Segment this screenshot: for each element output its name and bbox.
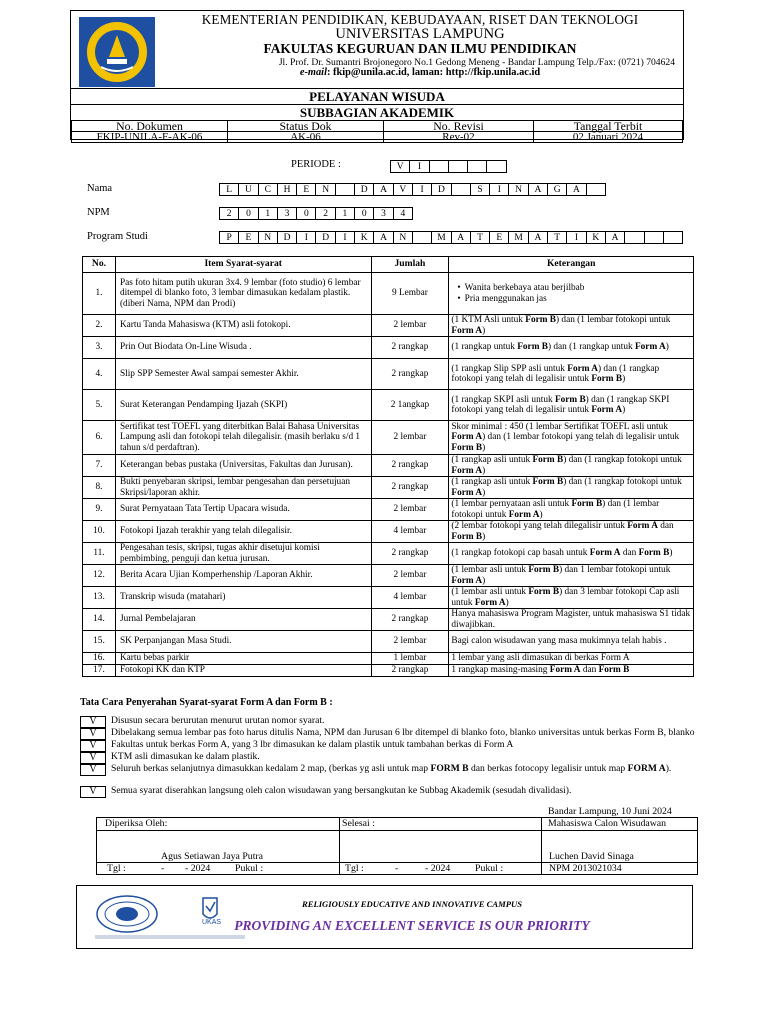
row-item: Kartu bebas parkir bbox=[115, 653, 371, 665]
row-item: Sertifikat test TOEFL yang diterbitkan Balai Bahasa Universitas Lampung asli dan fotokopi telah dilegalisir. (masih berlaku s/d 1 tahun s/d perdaftran). bbox=[115, 421, 371, 455]
nama-box: A bbox=[373, 183, 393, 196]
row-number: 11. bbox=[83, 543, 116, 565]
table-row bbox=[83, 653, 694, 665]
prodi-box: A bbox=[451, 231, 471, 244]
npm-box: 2 bbox=[219, 207, 239, 220]
row-number: 10. bbox=[83, 521, 116, 543]
row-number: 1. bbox=[83, 273, 116, 315]
npm-box: 3 bbox=[277, 207, 297, 220]
procedure-item: Seluruh berkas selanjutnya dimasukkan kedalam 2 map, (berkas yg asli untuk map FORM B dan berkas fotocopy legalisir untuk map FORM A). bbox=[111, 763, 672, 774]
row-quantity: 2 1angkap bbox=[371, 390, 449, 421]
prodi-box: D bbox=[277, 231, 297, 244]
table-row bbox=[83, 477, 694, 499]
row-quantity: 9 Lembar bbox=[371, 273, 449, 315]
row-quantity: 1 lembar bbox=[371, 653, 449, 665]
ministry-name: KEMENTERIAN PENDIDIKAN, KEBUDAYAAN, RISET DAN TEKNOLOGI bbox=[201, 12, 639, 27]
nama-box: N bbox=[315, 183, 335, 196]
nama-box: L bbox=[219, 183, 239, 196]
note-bullet: • Wanita berkebaya atau berjilbab bbox=[457, 283, 691, 293]
npm-text: NPM 2013021034 bbox=[549, 863, 622, 874]
row-number: 8. bbox=[83, 477, 116, 499]
prodi-box: I bbox=[566, 231, 586, 244]
npm-box: 0 bbox=[354, 207, 374, 220]
row-note: (1 rangkap asli untuk Form B) dan (1 rangkap fotokopi untuk Form A) bbox=[449, 455, 694, 477]
row-item: Bukti penyebaran skripsi, lembar pengesahan dan persetujuan Skripsi/laporan akhir. bbox=[115, 477, 371, 499]
nama-box: G bbox=[547, 183, 567, 196]
table-row bbox=[83, 609, 694, 631]
table-row bbox=[83, 499, 694, 521]
col-header-item: Item Syarat-syarat bbox=[115, 257, 371, 273]
table-row bbox=[83, 455, 694, 477]
nama-label: Nama bbox=[87, 183, 113, 194]
place-date: Bandar Lampung, 10 Juni 2024 bbox=[548, 806, 672, 817]
nama-box bbox=[451, 183, 471, 196]
col-header-no: No. bbox=[83, 257, 116, 273]
contact-text: : fkip@unila.ac.id, laman: http://fkip.unila.ac.id bbox=[326, 67, 541, 78]
prodi-box: A bbox=[528, 231, 548, 244]
doc-revision: Rev-02 bbox=[384, 132, 534, 143]
student-label: Mahasiswa Calon Wisudawan bbox=[548, 818, 667, 829]
prodi-box: I bbox=[296, 231, 316, 244]
doc-date: 02 Januari 2024 bbox=[534, 132, 683, 143]
row-item: Pas foto hitam putih ukuran 3x4. 9 lembar (foto studio) 6 lembar ditempel di blanko foto, 3 lembar dimasukan kedalam plastik.(diberi Nama, NPM dan Prodi) bbox=[115, 273, 371, 315]
col-header-keterangan: Keterangan bbox=[449, 257, 694, 273]
tgl-label: Tgl : bbox=[107, 863, 126, 874]
address: Jl. Prof. Dr. Sumantri Brojonegoro No.1 Gedong Meneng - Bandar Lampung Telp./Fax: (0721) 704624 bbox=[278, 57, 675, 68]
table-row bbox=[83, 521, 694, 543]
row-quantity: 2 lembar bbox=[371, 565, 449, 587]
table-row bbox=[83, 390, 694, 421]
row-quantity: 2 lembar bbox=[371, 315, 449, 337]
row-number: 7. bbox=[83, 455, 116, 477]
table-row bbox=[83, 359, 694, 390]
prodi-box: P bbox=[219, 231, 239, 244]
nama-box bbox=[335, 183, 355, 196]
row-note: 1 rangkap masing-masing Form A dan Form B bbox=[449, 665, 694, 677]
row-number: 15. bbox=[83, 631, 116, 653]
prodi-box: E bbox=[238, 231, 258, 244]
row-item: SK Perpanjangan Masa Studi. bbox=[115, 631, 371, 653]
doc-header-revision: No. Revisi bbox=[384, 121, 534, 132]
row-quantity: 2 rangkap bbox=[371, 477, 449, 499]
table-row bbox=[83, 631, 694, 653]
procedure-item: KTM asli dimasukan ke dalam plastik. bbox=[111, 751, 260, 762]
student-name: Luchen David Sinaga bbox=[549, 851, 634, 862]
pukul-label: Pukul : bbox=[235, 863, 264, 874]
document-info-table bbox=[71, 120, 683, 143]
tagline: RELIGIOUSLY EDUCATIVE AND INNOVATIVE CAMPUS bbox=[302, 899, 522, 909]
check-box: V bbox=[80, 764, 106, 776]
nama-box: H bbox=[277, 183, 297, 196]
ukas-label: UKAS bbox=[202, 919, 222, 926]
periode-box bbox=[448, 160, 468, 173]
university-name: UNIVERSITAS LAMPUNG bbox=[335, 26, 505, 42]
row-note: (2 lembar fotokopi yang telah dilegalisir untuk Form A dan Form B) bbox=[449, 521, 694, 543]
row-quantity: 2 rangkap bbox=[371, 665, 449, 677]
prodi-box: K bbox=[586, 231, 606, 244]
table-row bbox=[83, 421, 694, 455]
table-row bbox=[83, 315, 694, 337]
row-number: 16. bbox=[83, 653, 116, 665]
row-note: Bagi calon wisudawan yang masa mukimnya telah habis . bbox=[449, 631, 694, 653]
row-quantity: 2 rangkap bbox=[371, 359, 449, 390]
nama-box: V bbox=[393, 183, 413, 196]
row-note: Skor minimal : 450 (1 lembar Sertifikat TOEFL asli untuk Form A) dan (1 lembar fotokopi yang telah di legalisir untuk Form B) bbox=[449, 421, 694, 455]
periode-box bbox=[486, 160, 506, 173]
row-quantity: 2 lembar bbox=[371, 421, 449, 455]
nama-box: D bbox=[431, 183, 451, 196]
npm-box: 4 bbox=[393, 207, 413, 220]
table-row bbox=[83, 543, 694, 565]
check-box: V bbox=[80, 728, 106, 740]
contact-line bbox=[161, 67, 679, 78]
procedure-item: Disusun secara berurutan menurut urutan nomor syarat. bbox=[111, 715, 325, 726]
row-number: 17. bbox=[83, 665, 116, 677]
table-row bbox=[83, 587, 694, 609]
row-number: 3. bbox=[83, 337, 116, 359]
nama-box: A bbox=[566, 183, 586, 196]
prodi-box: I bbox=[335, 231, 355, 244]
npm-box: 1 bbox=[335, 207, 355, 220]
pukul-label: Pukul : bbox=[475, 863, 504, 874]
prodi-box: D bbox=[315, 231, 335, 244]
npm-label: NPM bbox=[87, 207, 110, 218]
row-item: Jurnal Pembelajaran bbox=[115, 609, 371, 631]
row-item: Slip SPP Semester Awal sampai semester Akhir. bbox=[115, 359, 371, 390]
prodi-boxes bbox=[219, 231, 682, 244]
service-title: PELAYANAN WISUDA bbox=[309, 89, 445, 104]
prodi-box: A bbox=[605, 231, 625, 244]
row-note: (1 rangkap SKPI asli untuk Form B) dan (1 rangkap SKPI fotokopi yang telah di legalisir untuk Form A) bbox=[449, 390, 694, 421]
checked-by-label: Diperiksa Oleh: bbox=[105, 818, 168, 829]
periode-box bbox=[467, 160, 487, 173]
nama-box: S bbox=[470, 183, 490, 196]
letterhead bbox=[70, 10, 684, 143]
tgl-label: Tgl : bbox=[345, 863, 364, 874]
row-item: Keterangan bebas pustaka (Universitas, Fakultas dan Jurusan). bbox=[115, 455, 371, 477]
row-number: 9. bbox=[83, 499, 116, 521]
prodi-box: M bbox=[508, 231, 528, 244]
row-note: Hanya mahasiswa Program Magister, untuk mahasiswa S1 tidak diwajibkan. bbox=[449, 609, 694, 631]
nama-box: E bbox=[296, 183, 316, 196]
doc-header-number: No. Dokumen bbox=[72, 121, 228, 132]
check-box: V bbox=[80, 786, 106, 798]
date-year: - 2024 bbox=[425, 863, 451, 874]
row-note: (1 lembar pernyataan asli untuk Form B) dan (1 lembar fotokopi untuk Form A) bbox=[449, 499, 694, 521]
nama-box: I bbox=[412, 183, 432, 196]
prodi-box: K bbox=[354, 231, 374, 244]
nama-box: U bbox=[238, 183, 258, 196]
checker-name: Agus Setiawan Jaya Putra bbox=[161, 851, 264, 862]
row-note: (1 rangkap untuk Form B) dan (1 rangkap untuk Form A) bbox=[449, 337, 694, 359]
nama-box: C bbox=[258, 183, 278, 196]
slogan: PROVIDING AN EXCELLENT SERVICE IS OUR PRIORITY bbox=[234, 918, 590, 933]
prodi-box bbox=[412, 231, 432, 244]
row-number: 2. bbox=[83, 315, 116, 337]
procedure-item: Dibelakang semua lembar pas foto harus ditulis Nama, NPM dan Jurusan 6 lbr ditempel di blanko foto, blanko universitas untuk berkas Form B, blanko Fakultas untuk berkas Form A, yang 3 lbr dimasukan ke dalam plastik untuk tambahan berkas di Form A bbox=[111, 727, 695, 750]
row-item: Prin Out Biodata On-Line Wisuda . bbox=[115, 337, 371, 359]
row-number: 6. bbox=[83, 421, 116, 455]
row-number: 14. bbox=[83, 609, 116, 631]
row-number: 5. bbox=[83, 390, 116, 421]
nama-box bbox=[586, 183, 606, 196]
faculty-name: FAKULTAS KEGURUAN DAN ILMU PENDIDIKAN bbox=[263, 41, 577, 56]
table-row bbox=[83, 665, 694, 677]
prodi-box: E bbox=[489, 231, 509, 244]
row-number: 13. bbox=[83, 587, 116, 609]
nama-box: A bbox=[528, 183, 548, 196]
row-number: 4. bbox=[83, 359, 116, 390]
npm-boxes bbox=[219, 207, 412, 220]
row-quantity: 4 lembar bbox=[371, 587, 449, 609]
table-row bbox=[83, 337, 694, 359]
periode-box: I bbox=[409, 160, 429, 173]
periode-label: PERIODE : bbox=[291, 159, 341, 170]
nama-box: I bbox=[489, 183, 509, 196]
row-quantity: 2 lembar bbox=[371, 631, 449, 653]
row-item: Fotokopi Ijazah terakhir yang telah dilegalisir. bbox=[115, 521, 371, 543]
unit-title: SUBBAGIAN AKADEMIK bbox=[299, 105, 455, 120]
row-item: Surat Pernyataan Tata Tertip Upacara wisuda. bbox=[115, 499, 371, 521]
prodi-box: M bbox=[431, 231, 451, 244]
prodi-box: T bbox=[470, 231, 490, 244]
prodi-box bbox=[663, 231, 683, 244]
table-row bbox=[83, 565, 694, 587]
table-row bbox=[83, 273, 694, 315]
date-dash: - bbox=[395, 863, 399, 874]
university-logo-icon bbox=[79, 17, 155, 87]
npm-box: 0 bbox=[238, 207, 258, 220]
row-note: (1 rangkap asli untuk Form B) dan (1 rangkap fotokopi untuk Form A) bbox=[449, 477, 694, 499]
prodi-box: A bbox=[373, 231, 393, 244]
row-quantity: 4 lembar bbox=[371, 521, 449, 543]
row-item: Pengesahan tesis, skripsi, tugas akhir disetujui komisi pembimbing, penguji dan ketua jurusan. bbox=[115, 543, 371, 565]
row-note: (1 rangkap Slip SPP asli untuk Form A) dan (1 rangkap fotokopi yang telah di legalisir untuk Form B) bbox=[449, 359, 694, 390]
procedure-item: Semua syarat diserahkan langsung oleh calon wisudawan yang bersangkutan ke Subbag Akademik (sesudah divalidasi). bbox=[111, 785, 572, 796]
npm-box: 2 bbox=[315, 207, 335, 220]
row-item: Kartu Tanda Mahasiswa (KTM) asli fotokopi. bbox=[115, 315, 371, 337]
row-note: (1 lembar asli untuk Form B) dan 3 lembar fotokopi Cap asli untuk Form A) bbox=[449, 587, 694, 609]
col-header-jumlah: Jumlah bbox=[371, 257, 449, 273]
prodi-box: N bbox=[258, 231, 278, 244]
note-bullet: • Pria menggunakan jas bbox=[457, 294, 691, 304]
row-note: (1 lembar asli untuk Form B) dan 1 lembar fotokopi untuk Form A) bbox=[449, 565, 694, 587]
email-label: e-mail bbox=[299, 67, 327, 78]
date-year: - 2024 bbox=[185, 863, 211, 874]
nama-box: N bbox=[508, 183, 528, 196]
prodi-box: T bbox=[547, 231, 567, 244]
check-box: V bbox=[80, 716, 106, 728]
prodi-box bbox=[644, 231, 664, 244]
nama-boxes bbox=[219, 183, 605, 196]
row-note: 1 lembar yang asli dimasukan di berkas Form A bbox=[449, 653, 694, 665]
prodi-box: N bbox=[393, 231, 413, 244]
check-box: V bbox=[80, 740, 106, 752]
row-quantity: 2 rangkap bbox=[371, 337, 449, 359]
row-item: Transkrip wisuda (matahari) bbox=[115, 587, 371, 609]
footer bbox=[76, 885, 693, 949]
row-note: (1 rangkap fotokopi cap basah untuk Form A dan Form B) bbox=[449, 543, 694, 565]
doc-status: AK-06 bbox=[228, 132, 384, 143]
row-note bbox=[449, 273, 694, 315]
finished-label: Selesai : bbox=[342, 818, 375, 829]
prodi-label: Program Studi bbox=[87, 231, 148, 242]
procedure-title: Tata Cara Penyerahan Syarat-syarat Form A dan Form B : bbox=[80, 697, 333, 708]
periode-box: V bbox=[390, 160, 410, 173]
doc-header-status: Status Dok bbox=[228, 121, 384, 132]
check-box: V bbox=[80, 752, 106, 764]
row-quantity: 2 lembar bbox=[371, 499, 449, 521]
doc-number: FKIP-UNILA-F-AK-06 bbox=[72, 132, 228, 143]
signature-table bbox=[96, 817, 698, 875]
npm-box: 0 bbox=[296, 207, 316, 220]
row-note: (1 KTM Asli untuk Form B) dan (1 lembar fotokopi untuk Form A) bbox=[449, 315, 694, 337]
date-dash: - bbox=[161, 863, 165, 874]
nama-box: D bbox=[354, 183, 374, 196]
periode-box bbox=[429, 160, 449, 173]
row-quantity: 2 rangkap bbox=[371, 609, 449, 631]
row-item: Fotokopi KK dan KTP bbox=[115, 665, 371, 677]
row-quantity: 2 rangkap bbox=[371, 543, 449, 565]
doc-header-date: Tanggal Terbit bbox=[534, 121, 683, 132]
requirements-table bbox=[82, 256, 694, 677]
npm-box: 3 bbox=[373, 207, 393, 220]
row-item: Surat Keterangan Pendamping Ijazah (SKPI) bbox=[115, 390, 371, 421]
row-item: Berita Acara Ujian Komperhenship /Laporan Akhir. bbox=[115, 565, 371, 587]
row-quantity: 2 rangkap bbox=[371, 455, 449, 477]
prodi-box bbox=[624, 231, 644, 244]
periode-boxes bbox=[390, 160, 506, 173]
row-number: 12. bbox=[83, 565, 116, 587]
npm-box: 1 bbox=[258, 207, 278, 220]
